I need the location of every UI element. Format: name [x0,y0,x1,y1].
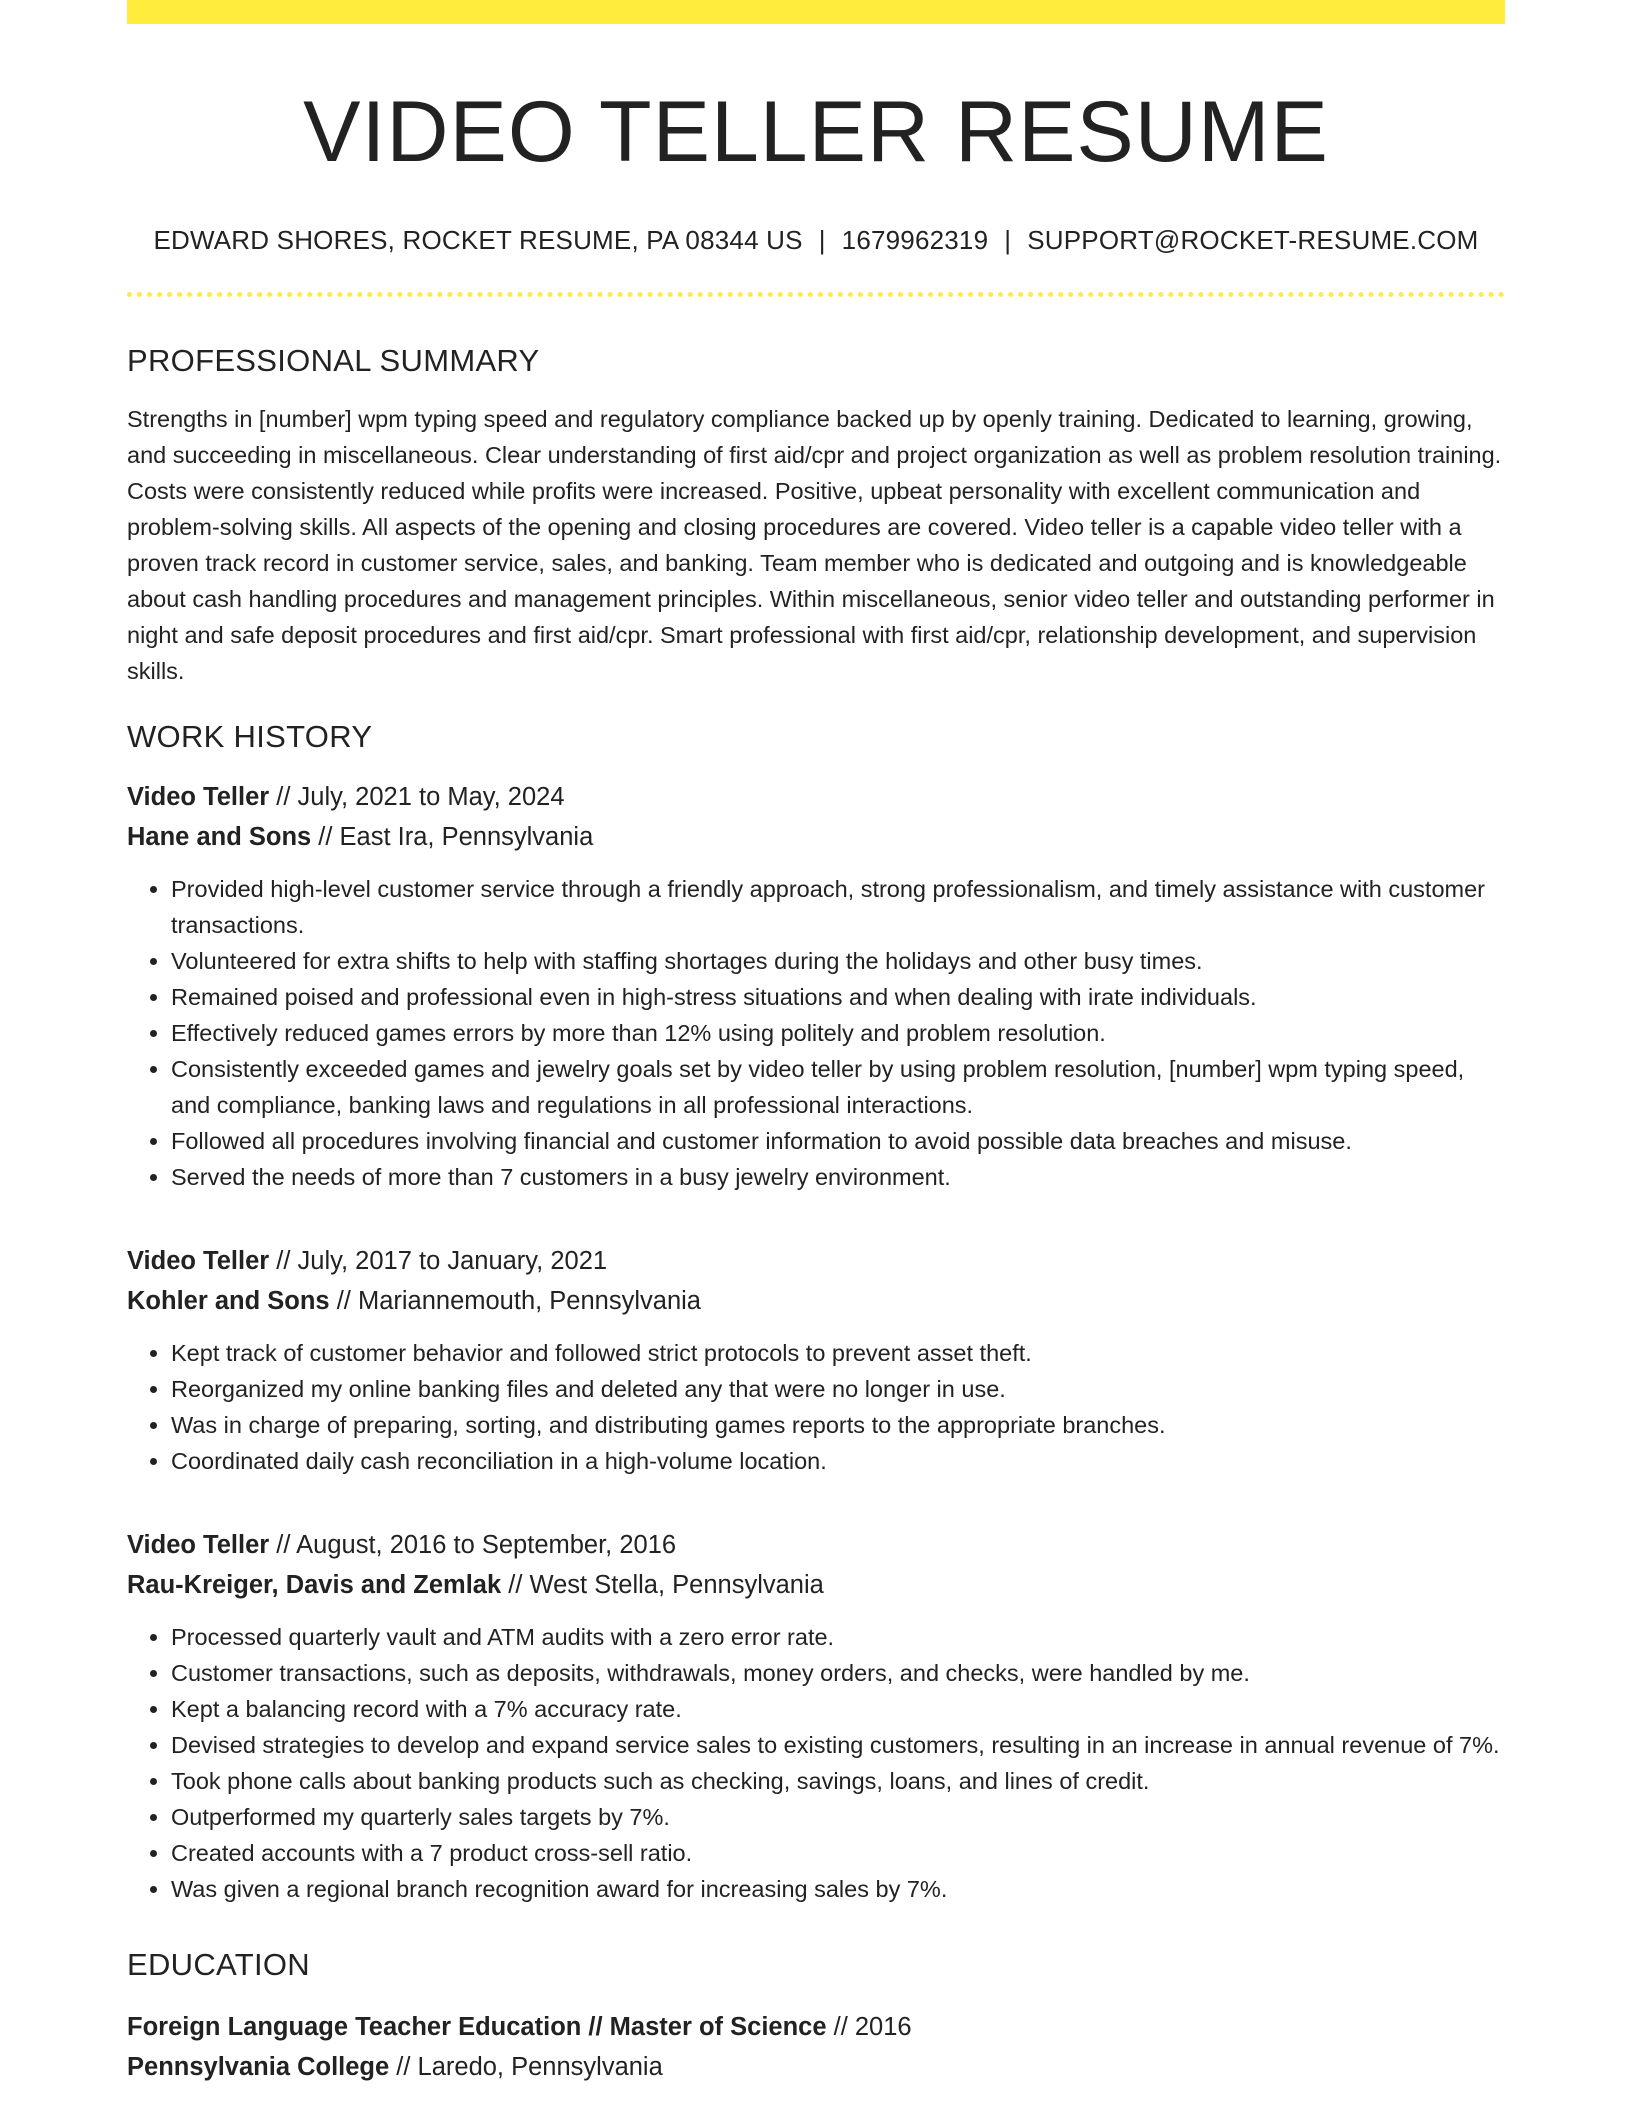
job-role-line [127,777,1505,817]
resume-title: VIDEO TELLER RESUME [303,84,1329,180]
job-bullet: • Was in charge of preparing, sorting, and distributing games reports to the appropriate branches. [171,1407,1505,1443]
dotted-divider [127,292,1505,297]
job-bullet: • Volunteered for extra shifts to help with staffing shortages during the holidays and other busy times. [171,943,1505,979]
resume-page [127,0,1505,2087]
job-bullet: • Kept a balancing record with a 7% accuracy rate. [171,1691,1505,1727]
job-role-line [127,1525,1505,1565]
job-role: Video Teller [127,1530,270,1559]
job-company-line [127,817,1505,857]
job-role-line [127,1241,1505,1281]
job-role: Video Teller [127,782,270,811]
job-bullet: • Took phone calls about banking products such as checking, savings, loans, and lines of credit. [171,1763,1505,1799]
job-bullet-list [127,1335,1505,1479]
job-bullet: • Served the needs of more than 7 customers in a busy jewelry environment. [171,1159,1505,1195]
job-dates: // July, 2017 to January, 2021 [269,1246,608,1275]
job-entry [127,1241,1505,1479]
education-school-line [127,2047,1505,2087]
education-heading: EDUCATION [127,1946,310,1982]
job-bullet: • Kept track of customer behavior and followed strict protocols to prevent asset theft. [171,1335,1505,1371]
job-bullet: • Consistently exceeded games and jewelry goals set by video teller by using problem resolution, [number] wpm typing speed, and compliance, banking laws and regulations in all professional interactions. [171,1051,1505,1123]
education-degree: Foreign Language Teacher Education // Master of Science [127,2012,827,2041]
accent-top-bar [127,0,1505,24]
job-role: Video Teller [127,1246,270,1275]
job-bullet: • Created accounts with a 7 product cross-sell ratio. [171,1835,1505,1871]
job-bullet: • Outperformed my quarterly sales targets by 7%. [171,1799,1505,1835]
job-bullet: • Reorganized my online banking files and deleted any that were no longer in use. [171,1371,1505,1407]
contact-separator: | [1004,224,1012,255]
job-entry [127,777,1505,1195]
job-location: // Mariannemouth, Pennsylvania [329,1286,701,1315]
education-location: // Laredo, Pennsylvania [389,2052,663,2081]
job-bullet: • Remained poised and professional even in high-stress situations and when dealing with irate individuals. [171,979,1505,1015]
education-entry [127,2007,1505,2087]
contact-address: EDWARD SHORES, ROCKET RESUME, PA 08344 US [153,224,803,255]
job-bullet: • Followed all procedures involving financial and customer information to avoid possible data breaches and misuse. [171,1123,1505,1159]
job-bullet: • Coordinated daily cash reconciliation in a high-volume location. [171,1443,1505,1479]
job-bullet-list [127,1619,1505,1907]
job-entry [127,1525,1505,1907]
job-bullet-list [127,871,1505,1195]
education-degree-line [127,2007,1505,2047]
job-location: // East Ira, Pennsylvania [311,822,594,851]
job-bullet: • Effectively reduced games errors by more than 12% using politely and problem resolution. [171,1015,1505,1051]
job-location: // West Stella, Pennsylvania [501,1570,824,1599]
summary-text: Strengths in [number] wpm typing speed and regulatory compliance backed up by openly training. Dedicated to learning, growing, and succeeding in miscellaneous. Clear understanding of first aid/cpr and project organization as well as problem resolution training. Costs were consistently reduced while profits were increased. Positive, upbeat personality with excellent communication and problem-solving skills. All aspects of the opening and closing procedures are covered. Video teller is a capable video teller with a proven track record in customer service, sales, and banking. Team member who is dedicated and outgoing and is knowledgeable about cash handling procedures and management principles. Within miscellaneous, senior video teller and outstanding performer in night and safe deposit procedures and first aid/cpr. Smart professional with first aid/cpr, relationship development, and supervision skills. [127,405,1502,684]
summary-heading: PROFESSIONAL SUMMARY [127,342,540,378]
job-company-line [127,1281,1505,1321]
job-dates: // July, 2021 to May, 2024 [269,782,565,811]
job-dates: // August, 2016 to September, 2016 [269,1530,677,1559]
contact-email: SUPPORT@ROCKET-RESUME.COM [1027,224,1479,255]
job-bullet: • Was given a regional branch recognition award for increasing sales by 7%. [171,1871,1505,1907]
job-company: Hane and Sons [127,822,312,851]
contact-line [127,225,1505,256]
contact-separator: | [818,224,826,255]
contact-phone: 1679962319 [841,224,989,255]
job-company: Rau-Kreiger, Davis and Zemlak [127,1570,502,1599]
education-school: Pennsylvania College [127,2052,390,2081]
job-company-line [127,1565,1505,1605]
job-bullet: • Provided high-level customer service through a friendly approach, strong professionalism, and timely assistance with customer transactions. [171,871,1505,943]
job-company: Kohler and Sons [127,1286,330,1315]
work-history-heading: WORK HISTORY [127,718,373,754]
job-bullet: • Processed quarterly vault and ATM audits with a zero error rate. [171,1619,1505,1655]
job-bullet: • Customer transactions, such as deposits, withdrawals, money orders, and checks, were handled by me. [171,1655,1505,1691]
job-bullet: • Devised strategies to develop and expand service sales to existing customers, resulting in an increase in annual revenue of 7%. [171,1727,1505,1763]
education-year: // 2016 [826,2012,912,2041]
